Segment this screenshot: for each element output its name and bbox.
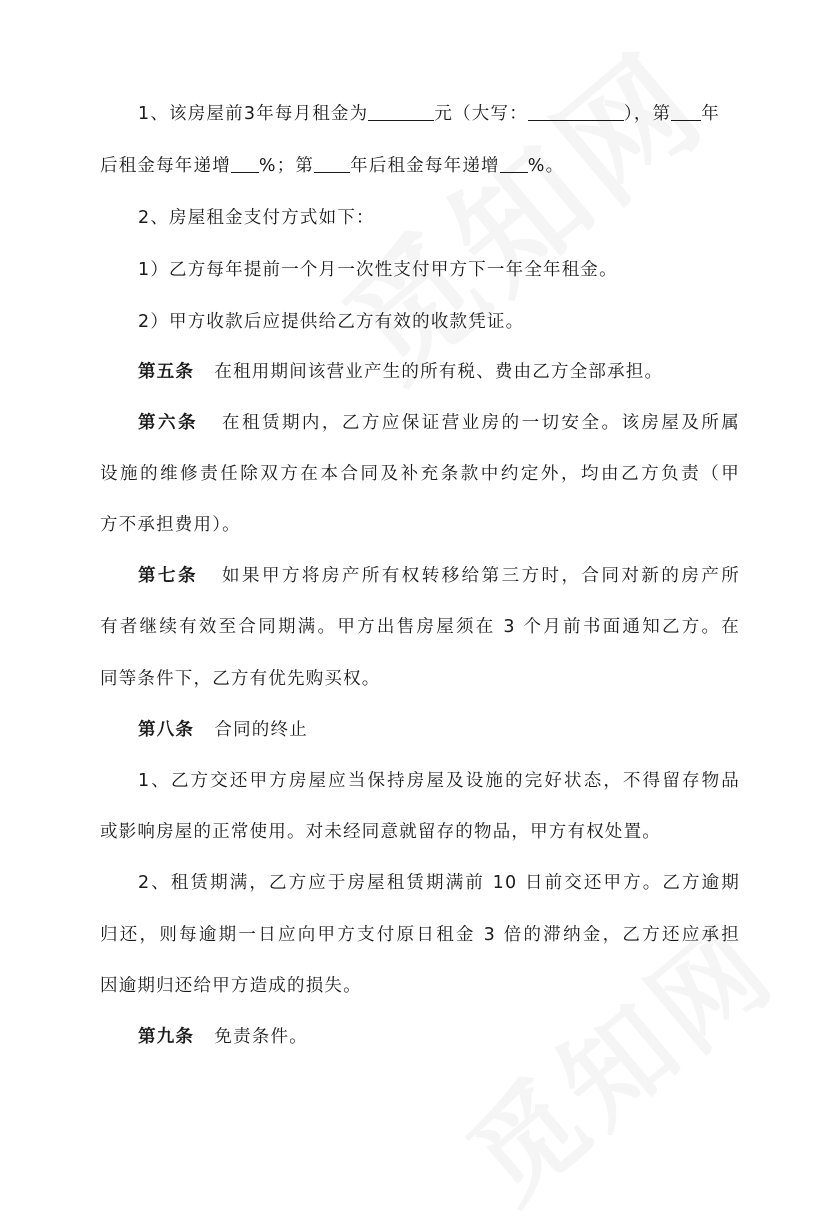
increase-rate-blank-2[interactable] (500, 154, 528, 173)
article-9-title: 第九条 (138, 1027, 195, 1047)
increase-year-blank-2[interactable] (314, 154, 350, 173)
article-6-line-3: 方不承担费用）。 (100, 515, 241, 535)
article-6-line-2: 设施的维修责任除双方在本合同及补充条款中约定外，均由乙方负责（甲 (100, 464, 740, 484)
rent-clause-line-1: 1、该房屋前3年每月租金为 元（大写： ），第 年 (138, 104, 720, 124)
increase-start-year-blank[interactable] (671, 102, 701, 121)
payment-item-2: 2）甲方收款后应提供给乙方有效的收款凭证。 (138, 312, 525, 332)
payment-item-1: 1）乙方每年提前一个月一次性支付甲方下一年全年租金。 (138, 260, 618, 280)
rent-amount-blank[interactable] (368, 102, 434, 121)
article-7-line-2: 有者继续有效至合同期满。甲方出售房屋须在 3 个月前书面通知乙方。在 (100, 617, 740, 637)
article-6-title: 第六条 (138, 413, 198, 433)
article-8-clause-1-line-1: 1、乙方交还甲方房屋应当保持房屋及设施的完好状态，不得留存物品 (138, 771, 740, 791)
article-9: 第九条 免责条件。 (138, 1027, 308, 1047)
payment-method-heading: 2、房屋租金支付方式如下： (138, 208, 375, 228)
rent-clause-line-2: 后租金每年递增 %；第 年后租金每年递增 %。 (100, 156, 565, 176)
increase-rate-blank-1[interactable] (231, 154, 259, 173)
article-8-clause-2-line-3: 因逾期归还给甲方造成的损失。 (100, 976, 362, 996)
article-5-title: 第五条 (138, 362, 195, 382)
article-5 (138, 359, 740, 385)
article-7-line-3: 同等条件下，乙方有优先购买权。 (100, 669, 381, 689)
article-7-title: 第七条 (138, 566, 198, 586)
article-8-clause-2-line-2: 归还，则每逾期一日应向甲方支付原日租金 3 倍的滞纳金，乙方还应承担 (100, 925, 740, 945)
article-5-text: 在租用期间该营业产生的所有税、费由乙方全部承担。 (214, 362, 664, 382)
rent-uppercase-blank[interactable] (528, 102, 624, 121)
article-8-clause-2-line-1: 2、租赁期满，乙方应于房屋租赁期满前 10 日前交还甲方。乙方逾期 (138, 873, 740, 893)
article-8-heading: 第八条 合同的终止 (138, 720, 308, 740)
article-8-clause-1-line-2: 或影响房屋的正常使用。对未经同意就留存的物品，甲方有权处置。 (100, 822, 661, 842)
article-8-title: 第八条 (138, 720, 195, 740)
article-7-line-1: 第七条 如果甲方将房产所有权转移给第三方时，合同对新的房产所 (138, 566, 740, 586)
article-6-line-1: 第六条 在租赁期内，乙方应保证营业房的一切安全。该房屋及所属 (138, 413, 740, 433)
